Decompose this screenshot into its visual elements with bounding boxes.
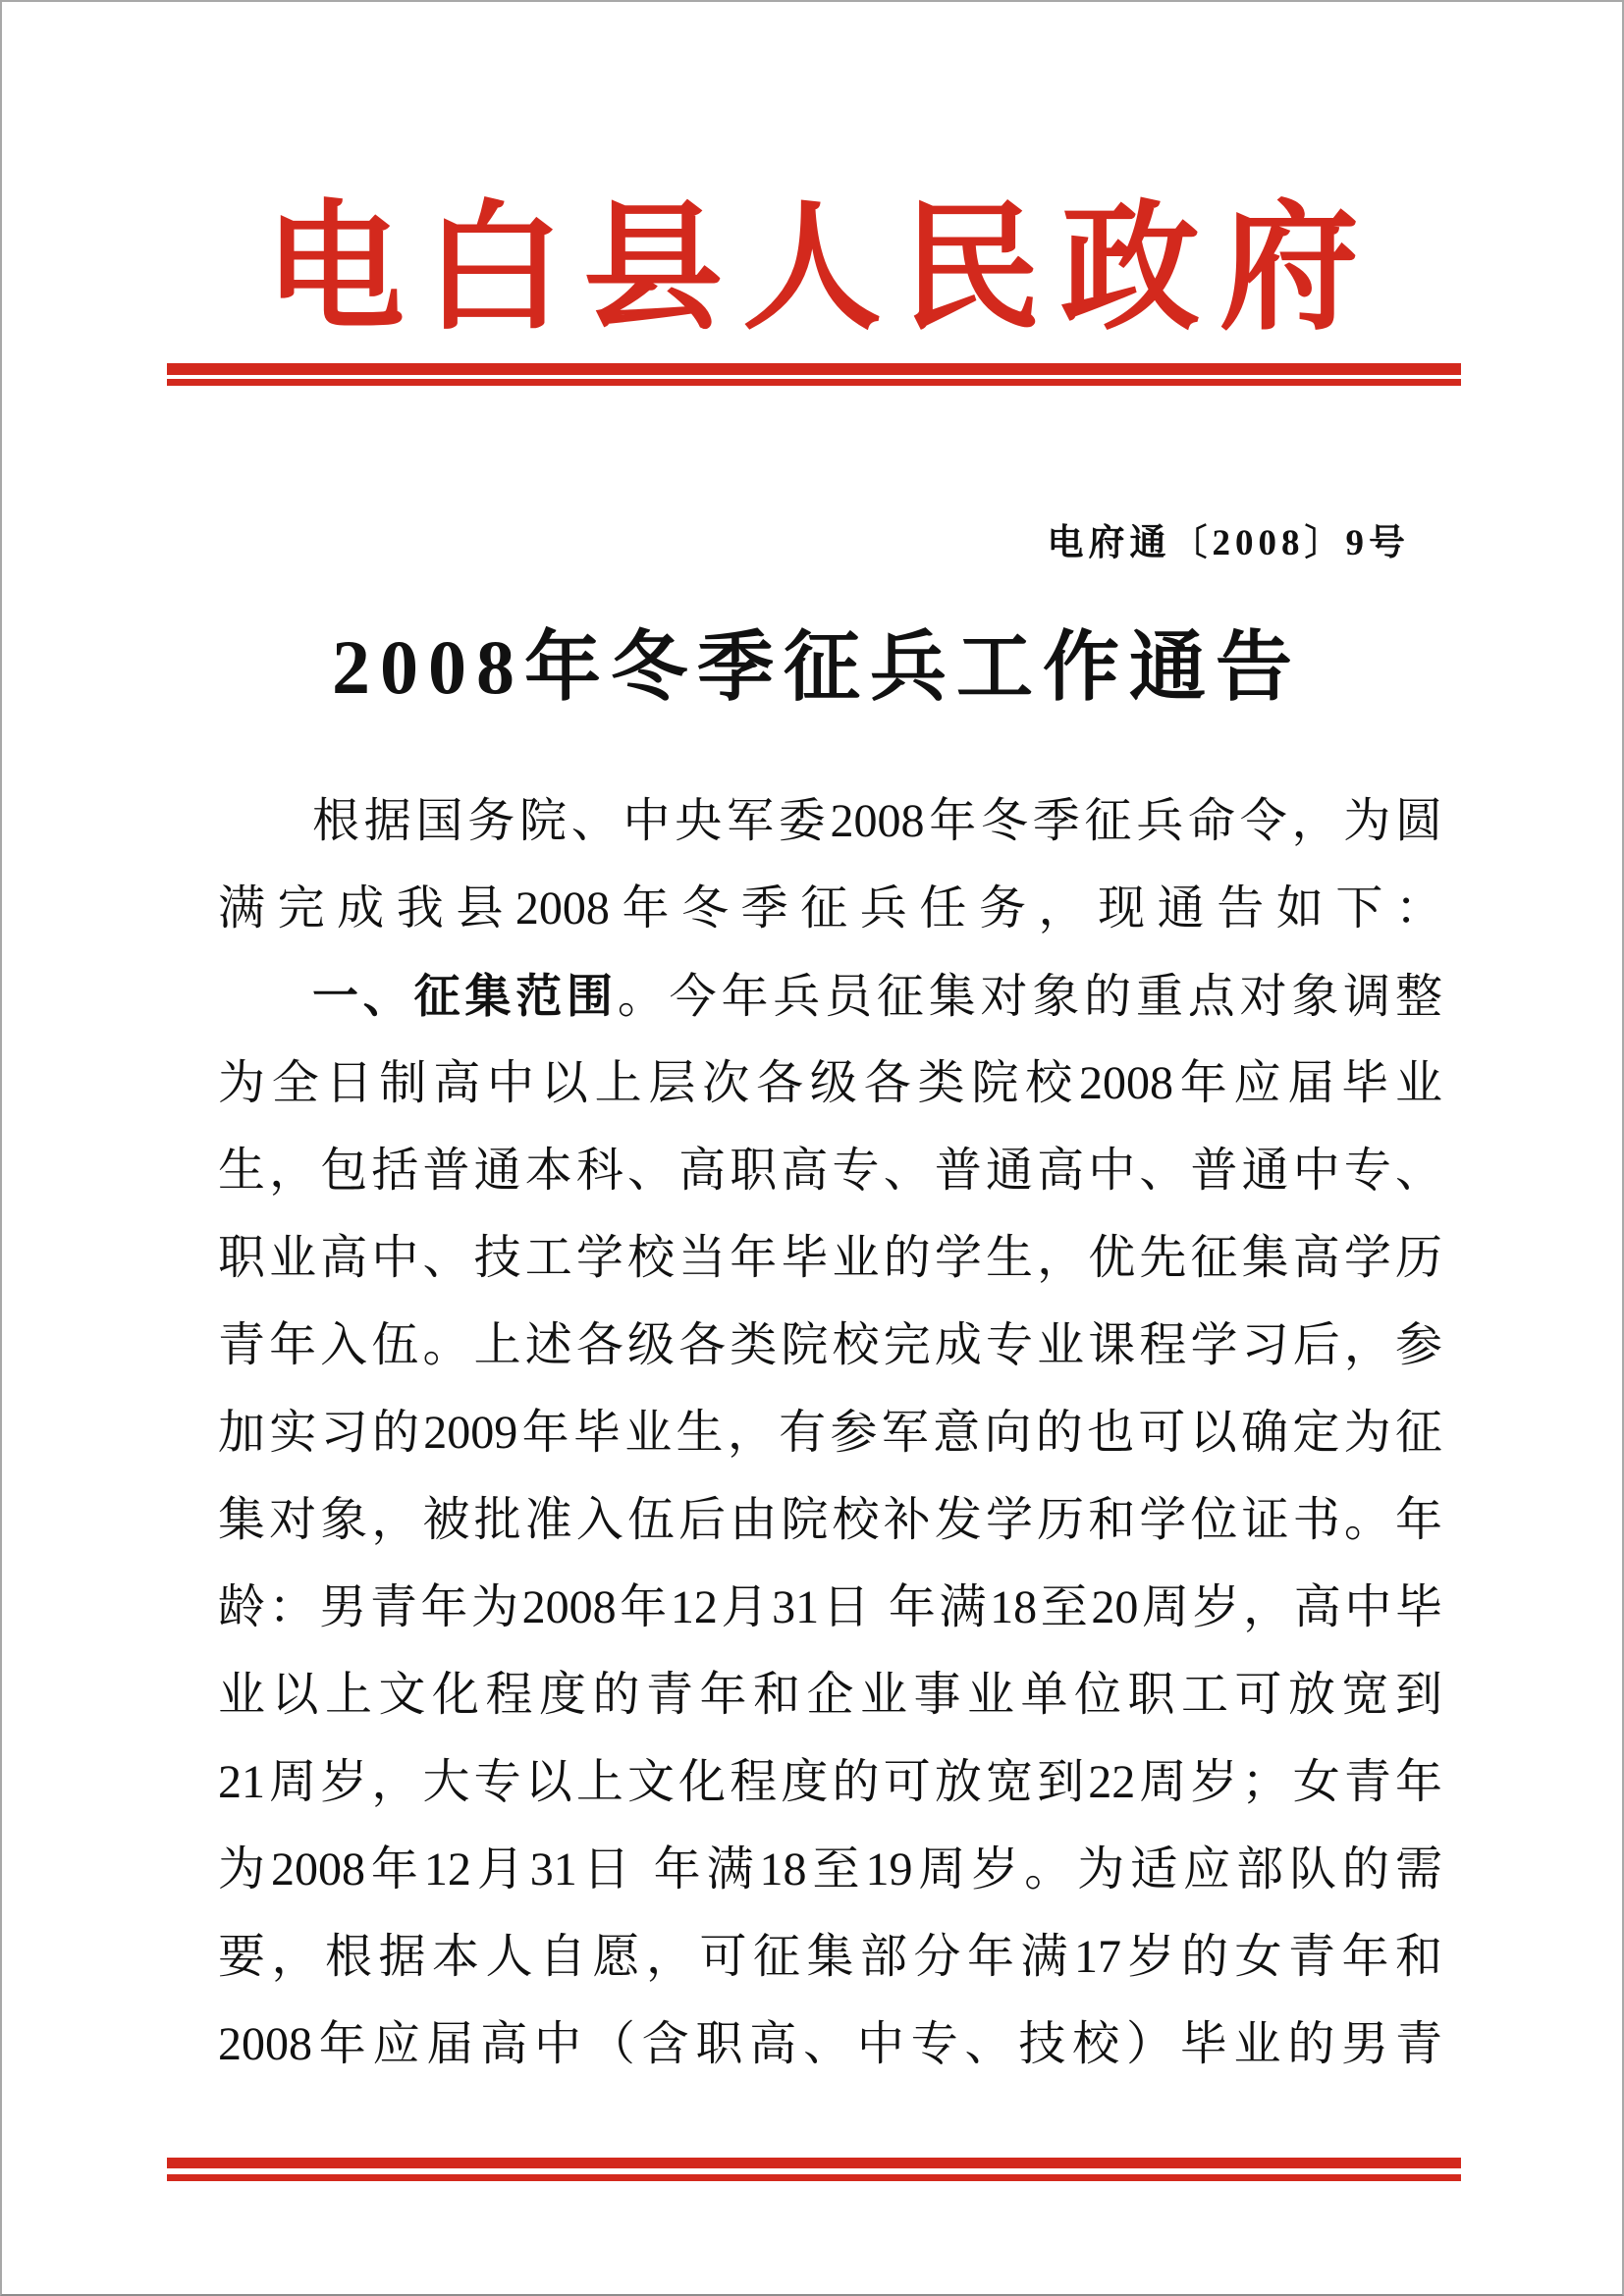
document-number: 电府通〔2008〕9号 bbox=[1047, 523, 1410, 563]
body-line: 要，根据本人自愿，可征集部分年满17岁的女青年和 bbox=[218, 1931, 1442, 1983]
body-line: 为2008年12月31日 年满18至19周岁。为适应部队的需 bbox=[218, 1843, 1442, 1896]
government-letterhead-title: 电白县人民政府 bbox=[265, 191, 1379, 347]
header-divider-thick bbox=[167, 363, 1461, 375]
body-line: 职业高中、技工学校当年毕业的学生，优先征集高学历 bbox=[218, 1232, 1442, 1284]
body-line: 满完成我县2008年冬季征兵任务，现通告如下： bbox=[218, 882, 1442, 934]
body-line: 青年入伍。上述各级各类院校完成专业课程学习后，参 bbox=[218, 1319, 1442, 1371]
document-title: 2008年冬季征兵工作通告 bbox=[331, 624, 1302, 710]
body-line: 生，包括普通本科、高职高专、普通高中、普通中专、 bbox=[218, 1145, 1442, 1197]
body-line: 根据国务院、中央军委2008年冬季征兵命令，为圆 bbox=[312, 795, 1442, 847]
footer-divider-thick bbox=[167, 2158, 1461, 2168]
body-line: 加实习的2009年毕业生，有参军意向的也可以确定为征 bbox=[218, 1407, 1442, 1459]
body-line: 业以上文化程度的青年和企业事业单位职工可放宽到 bbox=[218, 1669, 1442, 1721]
body-line: 龄：男青年为2008年12月31日 年满18至20周岁，高中毕 bbox=[218, 1581, 1442, 1633]
header-divider-thin bbox=[167, 379, 1461, 386]
section-heading: 一、征集范围 bbox=[312, 970, 618, 1022]
body-line: 2008年应届高中（含职高、中专、技校）毕业的男青 bbox=[218, 2018, 1442, 2070]
body-line: 集对象，被批准入伍后由院校补发学历和学位证书。年 bbox=[218, 1494, 1442, 1546]
footer-divider-thin bbox=[167, 2174, 1461, 2181]
document-body bbox=[218, 777, 1442, 2088]
body-line: 一、征集范围。今年兵员征集对象的重点对象调整 bbox=[312, 970, 1442, 1023]
body-line: 为全日制高中以上层次各级各类院校2008年应届毕业 bbox=[218, 1057, 1442, 1109]
body-line: 21周岁，大专以上文化程度的可放宽到22周岁；女青年 bbox=[218, 1756, 1442, 1808]
